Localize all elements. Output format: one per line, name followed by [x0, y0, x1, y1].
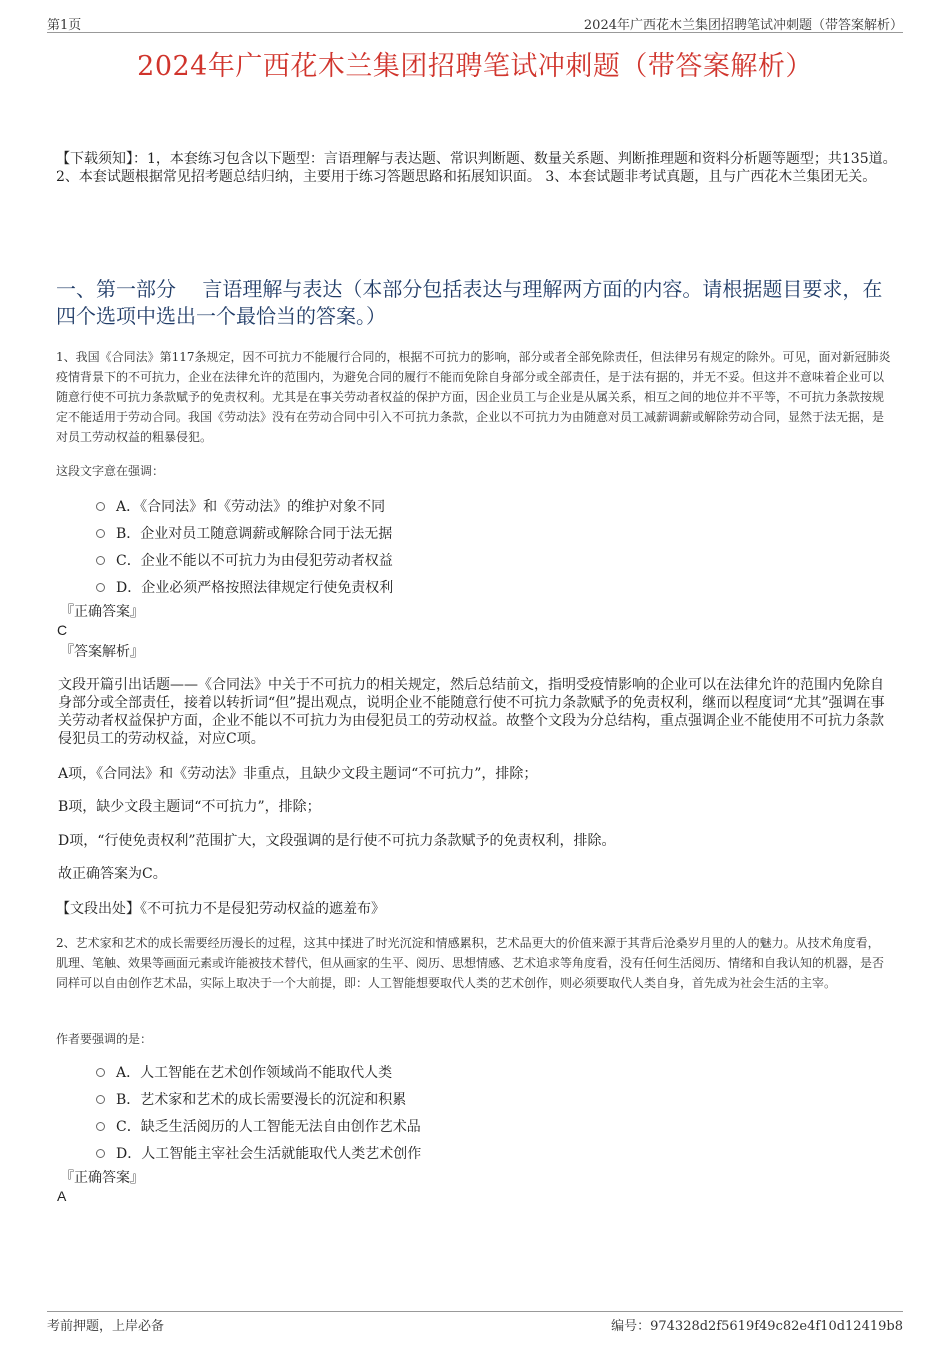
radio-icon[interactable] [96, 1149, 105, 1158]
option-label: C．缺乏生活阅历的人工智能无法自由创作艺术品 [116, 1119, 421, 1135]
question-2-text: 2、艺术家和艺术的成长需要经历漫长的过程，这其中揉进了时光沉淀和情感累积，艺术品更大的价值来源于其背后沧桑岁月里的人的魅力。从技术角度看，肌理、笔触、效果等画面元素或许能被技术替代，但从画家的生平、阅历、思想情感、艺术追求等角度看，没有任何生活阅历、情绪和自我认知的机器，是否同样可以自由创作艺术品，实际上取决于一个大前提，即：人工智能想要取代人类的艺术创作，则必须要取代人类自身，首先成为社会生活的主宰。 [56, 936, 885, 990]
option-label: C．企业不能以不可抗力为由侵犯劳动者权益 [116, 553, 393, 569]
question-2-option-c[interactable] [96, 1117, 696, 1144]
option-label: A．《合同法》和《劳动法》的维护对象不同 [116, 499, 386, 515]
question-1-answer-label: 『正确答案』 [60, 604, 144, 620]
header-page-number: 第1页 [47, 18, 82, 33]
question-1-analysis-label: 『答案解析』 [60, 644, 144, 660]
question-1-text: 1、我国《合同法》第117条规定，因不可抗力不能履行合同的，根据不可抗力的影响，部分或者全部免除责任，但法律另有规定的除外。可见，面对新冠肺炎疫情背景下的不可抗力，企业在法律允许的范围内，为避免合同的履行不能而免除自身部分或全部责任，是于法有据的，并无不妥。但这并不意味着企业可以随意行使不可抗力条款赋予的免责权利。尤其是在事关劳动者权益的保护方面，因企业员工与企业是从属关系，相互之间的地位并不平等，不可抗力条款按规定不能适用于劳动合同。我国《劳动法》没有在劳动合同中引入不可抗力条款，企业以不可抗力为由随意对员工减薪调薪或解除劳动合同，显然于法无据，是对员工劳动权益的粗暴侵犯。 [56, 350, 891, 444]
question-2-option-b[interactable] [96, 1090, 696, 1117]
question-1-option-b-analysis: B项，缺少文段主题词“不可抗力”，排除； [58, 799, 321, 815]
question-1-options [96, 497, 696, 605]
section-title: 一、第一部分 言语理解与表达（本部分包括表达与理解两方面的内容。请根据题目要求，在四个选项中选出一个最恰当的答案。） [56, 277, 883, 328]
radio-icon[interactable] [96, 529, 105, 538]
radio-icon[interactable] [96, 583, 105, 592]
question-1-prompt: 这段文字意在强调： [56, 464, 165, 478]
footer-rule [47, 1311, 903, 1312]
question-1-option-c[interactable] [96, 551, 696, 578]
question-1-option-a[interactable] [96, 497, 696, 524]
footer-doc-id: 编号：974328d2f5619f49c82e4f10d12419b8 [611, 1319, 903, 1334]
question-1-option-d-analysis: D项，“行使免责权利”范围扩大，文段强调的是行使不可抗力条款赋予的免责权利，排除。 [58, 833, 616, 849]
radio-icon[interactable] [96, 556, 105, 565]
question-2-option-d[interactable] [96, 1144, 696, 1171]
question-1-answer: C [57, 622, 68, 638]
question-1-analysis: 文段开篇引出话题——《合同法》中关于不可抗力的相关规定，然后总结前文，指明受疫情影响的企业可以在法律允许的范围内免除自身部分或全部责任，接着以转折词“但”提出观点，说明企业不能随意行使不可抗力条款赋予的免责权利，继而以程度词“尤其”强调在事关劳动者权益保护方面，企业不能以不可抗力为由侵犯员工的劳动权益。故整个文段为分总结构，重点强调企业不能使用不可抗力条款侵犯员工的劳动权益，对应C项。 [58, 677, 885, 747]
option-label: D．企业必须严格按照法律规定行使免责权利 [116, 580, 394, 596]
question-2-answer-label: 『正确答案』 [60, 1170, 144, 1186]
question-1-conclusion: 故正确答案为C。 [58, 866, 167, 882]
header-doc-title: 2024年广西花木兰集团招聘笔试冲刺题（带答案解析） [583, 18, 903, 33]
question-1-option-a-analysis: A项，《合同法》和《劳动法》非重点，且缺少文段主题词“不可抗力”，排除； [58, 766, 538, 782]
question-1-option-b[interactable] [96, 524, 696, 551]
radio-icon[interactable] [96, 502, 105, 511]
question-2-option-a[interactable] [96, 1063, 696, 1090]
header-rule [47, 32, 903, 33]
radio-icon[interactable] [96, 1095, 105, 1104]
question-2-options [96, 1063, 696, 1171]
option-label: B．企业对员工随意调薪或解除合同于法无据 [116, 526, 393, 542]
question-1-option-d[interactable] [96, 578, 696, 605]
question-1-source: 【文段出处】《不可抗力不是侵犯劳动权益的遮羞布》 [56, 901, 385, 917]
radio-icon[interactable] [96, 1122, 105, 1131]
radio-icon[interactable] [96, 1068, 105, 1077]
option-label: A．人工智能在艺术创作领域尚不能取代人类 [116, 1065, 393, 1081]
footer-slogan: 考前押题，上岸必备 [47, 1319, 165, 1334]
option-label: D．人工智能主宰社会生活就能取代人类艺术创作 [116, 1146, 422, 1162]
download-notice: 【下载须知】：1，本套练习包含以下题型：言语理解与表达题、常识判断题、数量关系题、判断推理题和资料分析题等题型；共135道。 2、本套试题根据常见招考题总结归纳，主要用于练习答题思路和拓展知识面。 3、本套试题非考试真题，且与广西花木兰集团无关。 [56, 151, 897, 185]
option-label: B．艺术家和艺术的成长需要漫长的沉淀和积累 [116, 1092, 407, 1108]
question-2-answer: A [57, 1188, 67, 1204]
page-title: 2024年广西花木兰集团招聘笔试冲刺题（带答案解析） [137, 51, 813, 82]
question-2-prompt: 作者要强调的是： [56, 1032, 153, 1046]
